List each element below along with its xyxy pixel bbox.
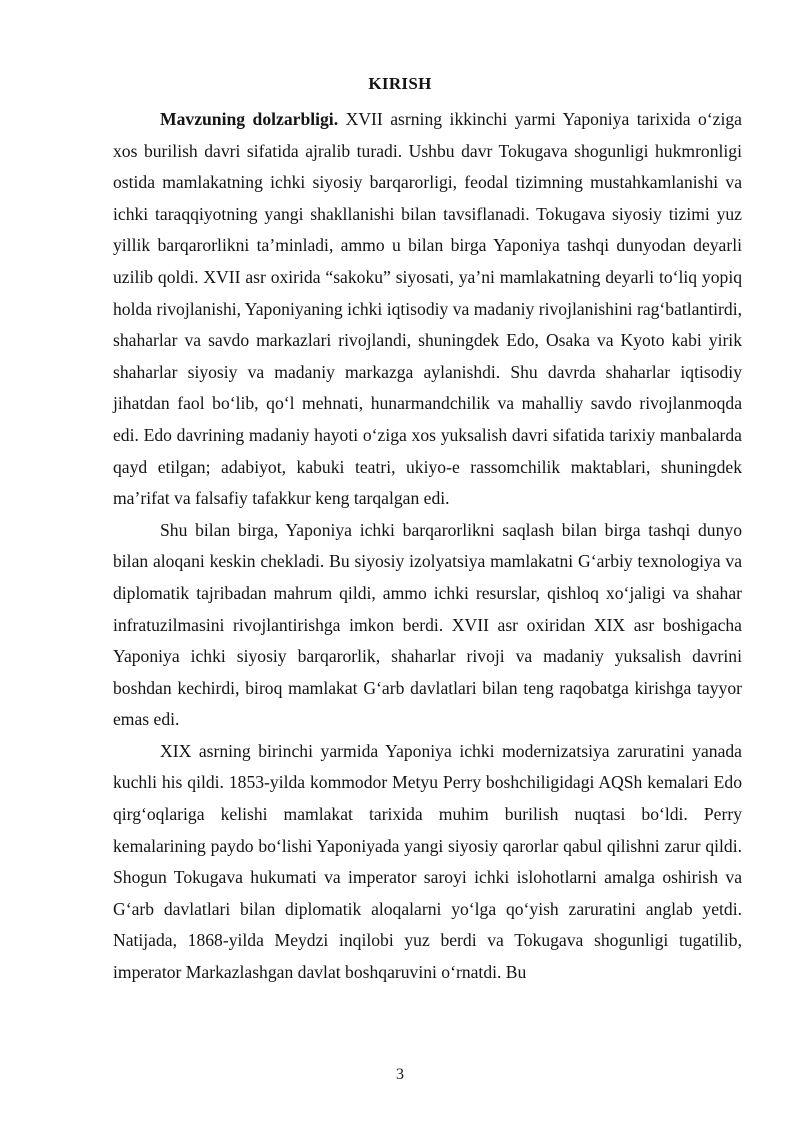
document-body — [113, 104, 742, 989]
page-number: 3 — [396, 1066, 404, 1083]
paragraph-lead: Mavzuning dolzarbligi. — [160, 109, 339, 129]
paragraph-text: XVII asrning ikkinchi yarmi Yaponiya tarixida o‘ziga xos burilish davri sifatida ajralib turadi. Ushbu davr Tokugava shogunligi hukmronligi ostida mamlakatning ichki siyosiy barqarorligi, feodal tizimning mustahkamlanishi va ichki taraqqiyotning yangi shakllanishi bilan tavsiflanadi. Tokugava siyosiy tizimi yuz yillik barqarorlikni ta’minladi, ammo u bilan birga Yaponiya tashqi dunyodan deyarli uzilib qoldi. XVII asr oxirida “sakoku” siyosati, ya’ni mamlakatning deyarli to‘liq yopiq holda rivojlanishi, Yaponiyaning ichki iqtisodiy va madaniy rivojlanishini rag‘batlantirdi, shaharlar va savdo markazlari rivojlandi, shuningdek Edo, Osaka va Kyoto kabi yirik shaharlar siyosiy va madaniy markazga aylanishdi. Shu davrda shaharlar iqtisodiy jihatdan faol bo‘lib, qo‘l mehnati, hunarmandchilik va mahalliy savdo rivojlanmoqda edi. Edo davrining madaniy hayoti o‘ziga xos yuksalish davri sifatida tarixiy manbalarda qayd etilgan; adabiyot, kabuki teatri, ukiyo-e rassomchilik maktablari, shuningdek ma’rifat va falsafiy tafakkur keng tarqalgan edi. — [113, 109, 742, 509]
paragraph-relevance — [113, 104, 742, 515]
paragraph-modernization: XIX asrning birinchi yarmida Yaponiya ichki modernizatsiya zaruratini yanada kuchli his qildi. 1853-yilda kommodor Metyu Perry boshchiligidagi AQSh kemalari Edo qirg‘oqlariga kelishi mamlakat tarixida muhim burilish nuqtasi bo‘ldi. Perry kemalarining paydo bo‘lishi Yaponiyada yangi siyosiy qarorlar qabul qilishni zarur qildi. Shogun Tokugava hukumati va imperator saroyi ichki islohotlarni amalga oshirish va G‘arb davlatlari bilan diplomatik aloqalarni yo‘lga qo‘yish zaruratini anglab yetdi. Natijada, 1868-yilda Meydzi inqilobi yuz berdi va Tokugava shogunligi tugatilib, imperator Markazlashgan davlat boshqaruvini o‘rnatdi. Bu — [113, 740, 742, 983]
page-heading: KIRISH — [368, 74, 432, 93]
paragraph-isolation: Shu bilan birga, Yaponiya ichki barqarorlikni saqlash bilan birga tashqi dunyo bilan aloqani keskin chekladi. Bu siyosiy izolyatsiya mamlakatni G‘arbiy texnologiya va diplomatik tajribadan mahrum qildi, ammo ichki resurslar, qishloq xo‘jaligi va shahar infratuzilmasini rivojlantirishga imkon berdi. XVII asr oxiridan XIX asr boshigacha Yaponiya ichki siyosiy barqarorlik, shaharlar rivoji va madaniy yuksalish davrini boshdan kechirdi, biroq mamlakat G‘arb davlatlari bilan teng raqobatga kirishga tayyor emas edi. — [113, 519, 742, 730]
